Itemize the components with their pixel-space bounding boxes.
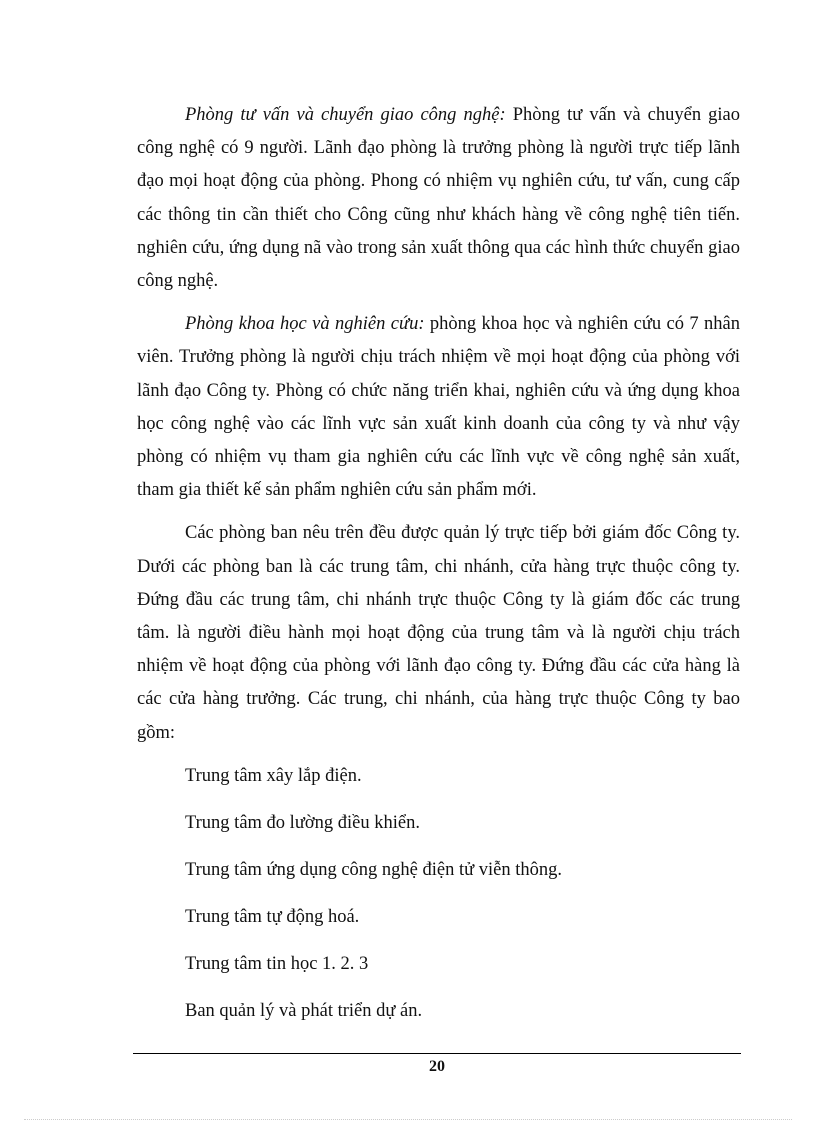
- paragraph-technology-transfer: [137, 99, 740, 298]
- footer-divider: [133, 1053, 741, 1054]
- list-item: Trung tâm tự động hoá.: [185, 906, 360, 927]
- paragraph-departments-overview: [137, 517, 740, 749]
- page-bottom-edge: [24, 1119, 792, 1120]
- list-item: Ban quản lý và phát triển dự án.: [185, 1000, 423, 1021]
- subsidiary-list: [137, 760, 740, 1042]
- paragraph-heading: Phòng khoa học và nghiên cứu:: [185, 314, 425, 335]
- body-text: [137, 99, 740, 1042]
- paragraph-text: phòng khoa học và nghiên cứu có 7 nhân viên. Trưởng phòng là người chịu trách nhiệm về mọi hoạt động của phòng với lãnh đạo Công ty. Phòng có chức năng triển khai, nghiên cứu và ứng dụng khoa học công nghệ vào các lĩnh vực sản xuất kinh doanh của công ty và như vậy phòng có nhiệm vụ tham gia nghiên cứu các lĩnh vực về công nghệ sản xuất, tham gia thiết kế sản phẩm nghiên cứu sản phẩm mới.: [137, 314, 740, 501]
- list-item: Trung tâm tin học 1. 2. 3: [185, 953, 369, 974]
- list-item: Trung tâm ứng dụng công nghệ điện tử viễn thông.: [185, 859, 563, 880]
- list-item: Trung tâm đo lường điều khiển.: [185, 812, 420, 833]
- paragraph-text: Phòng tư vấn và chuyển giao công nghệ có 9 người. Lãnh đạo phòng là trưởng phòng là người trực tiếp lãnh đạo mọi hoạt động của phòng. Phong có nhiệm vụ nghiên cứu, tư vấn, cung cấp các thông tin cần thiết cho Công cũng như khách hàng về công nghệ tiên tiến. nghiên cứu, ứng dụng nã vào trong sản xuất thông qua các hình thức chuyển giao công nghệ.: [137, 105, 741, 292]
- paragraph-heading: Phòng tư vấn và chuyển giao công nghệ:: [185, 105, 506, 125]
- paragraph-text: Các phòng ban nêu trên đều được quản lý trực tiếp bởi giám đốc Công ty. Dưới các phòng ban là các trung tâm, chi nhánh, cửa hàng trực thuộc công ty. Đứng đầu các trung tâm, chi nhánh trực thuộc Công ty là giám đốc các trung tâm. là người điều hành mọi hoạt động của trung tâm và là người chịu trách nhiệm về hoạt động của phòng với lãnh đạo công ty. Đứng đầu các cửa hàng là các cửa hàng trưởng. Các trung, chi nhánh, của hàng trực thuộc Công ty bao gồm:: [137, 523, 740, 743]
- paragraph-science-research: [137, 308, 740, 507]
- list-item: Trung tâm xây lắp điện.: [185, 765, 362, 786]
- page-number: 20: [429, 1058, 445, 1075]
